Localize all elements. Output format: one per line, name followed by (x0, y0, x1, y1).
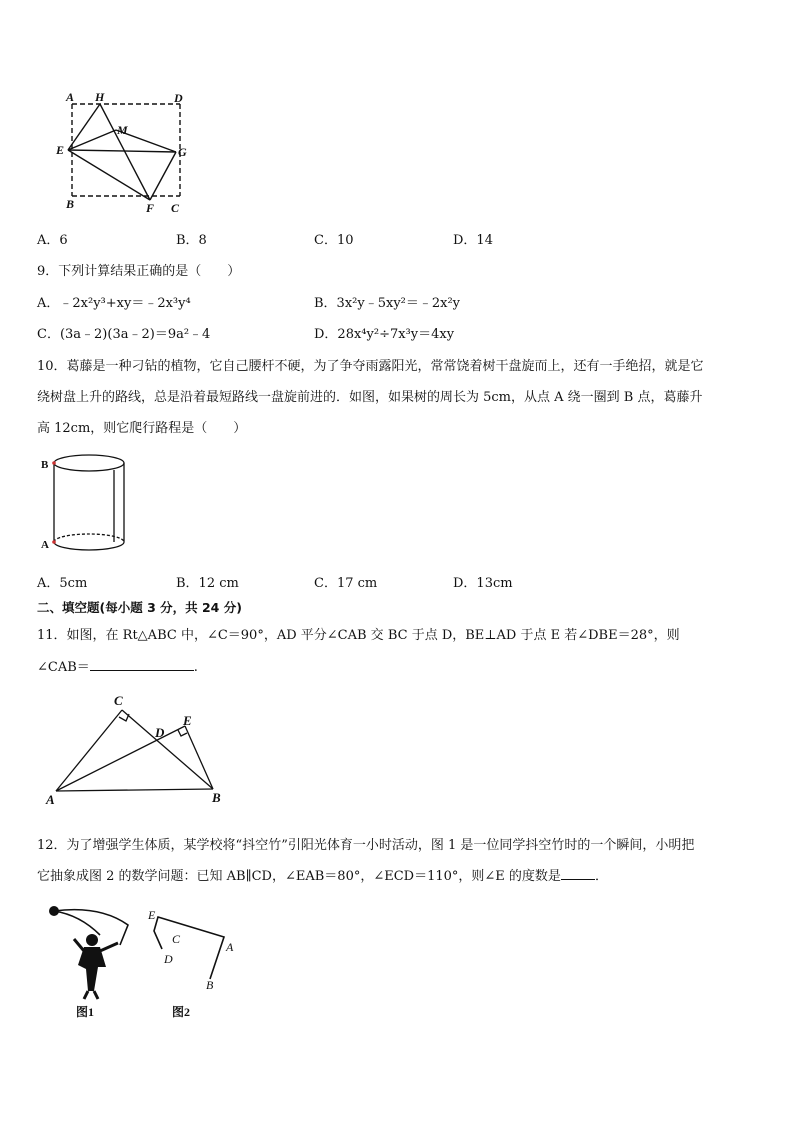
q8-figure (50, 88, 200, 218)
q9-stem: 9．下列计算结果正确的是（ ） (37, 264, 241, 279)
q10-option-d: D．13cm (453, 576, 513, 591)
label-F: F (146, 201, 155, 215)
q12-period: ． (594, 869, 608, 884)
label-M: M (117, 123, 128, 137)
label-B: B (41, 459, 49, 471)
q10-line-1: 10．葛藤是一种刁钻的植物，它自己腰杆不硬，为了争夺雨露阳光，常常饶着树干盘旋而上，还有一手绝招，就是它 (37, 359, 704, 374)
label-E: E (148, 908, 156, 922)
label-A: A (41, 539, 49, 551)
q8-option-d: D．14 (453, 233, 493, 248)
q11-line-2 (37, 656, 198, 675)
figure-1-caption: 图1 (76, 1005, 95, 1019)
section-2-heading: 二、填空题(每小题 3 分，共 24 分) (37, 600, 242, 615)
label-B: B (206, 978, 214, 992)
q12-stem-text: 它抽象成图 2 的数学问题：已知 AB∥CD，∠EAB＝80°，∠ECD＝110°，则∠E 的度数是 (37, 869, 561, 884)
q8-option-c: C．10 (314, 233, 354, 248)
q10-line-2: 绕树盘上升的路线，总是沿着最短路线一盘旋前进的．如图，如果树的周长为 5cm，从点 A 绕一圈到 B 点，葛藤升 (37, 390, 703, 405)
label-A: A (226, 940, 234, 954)
label-H: H (95, 90, 105, 104)
q9-option-d: D．28x⁴y²÷7x³y＝4xy (314, 327, 455, 342)
q11-line-1: 11．如图，在 Rt△ABC 中，∠C＝90°，AD 平分∠CAB 交 BC 于点 D，BE⊥AD 于点 E 若∠DBE＝28°，则 (37, 628, 680, 643)
label-E: E (56, 143, 65, 157)
q8-option-a: A．6 (37, 233, 68, 248)
label-A: A (46, 792, 55, 807)
figure-2-caption: 图2 (172, 1005, 191, 1019)
q9-option-b: B．3x²y﹣5xy²＝﹣2x²y (314, 296, 461, 311)
q10-line-3: 高 12cm，则它爬行路程是（ ） (37, 421, 247, 436)
q11-period: . (193, 660, 198, 675)
label-B: B (66, 197, 75, 211)
q9-option-a: A．﹣2x²y³+xy＝﹣2x³y⁴ (37, 296, 191, 311)
label-C: C (114, 693, 123, 708)
q10-option-a: A．5cm (37, 576, 88, 591)
label-D: D (155, 725, 165, 740)
label-A: A (66, 90, 75, 104)
q12-line-1: 12．为了增强学生体质，某学校将“抖空竹”引阳光体育一小时活动，图 1 是一位同学抖空竹时的一个瞬间，小明把 (37, 838, 695, 853)
q12-figures (40, 895, 250, 1025)
q11-angle-label: ∠CAB＝ (37, 660, 90, 675)
q11-triangle-figure (40, 688, 240, 808)
q10-option-c: C．17 cm (314, 576, 378, 591)
label-C: C (172, 932, 181, 946)
label-C: C (171, 201, 180, 215)
label-B: B (212, 790, 221, 805)
label-E: E (183, 713, 192, 728)
label-D: D (174, 91, 183, 105)
q10-cylinder-figure (38, 450, 138, 560)
q12-answer-blank[interactable] (561, 879, 595, 880)
q12-line-2 (37, 865, 608, 884)
q12-figure-2 (147, 908, 234, 1019)
q9-option-c: C．(3a﹣2)(3a﹣2)＝9a²﹣4 (37, 327, 211, 342)
q11-answer-blank[interactable] (90, 670, 194, 671)
label-G: G (178, 145, 187, 159)
q12-figure-1 (49, 906, 128, 1019)
label-D: D (164, 952, 173, 966)
q8-option-b: B．8 (176, 233, 207, 248)
q10-option-b: B．12 cm (176, 576, 239, 591)
